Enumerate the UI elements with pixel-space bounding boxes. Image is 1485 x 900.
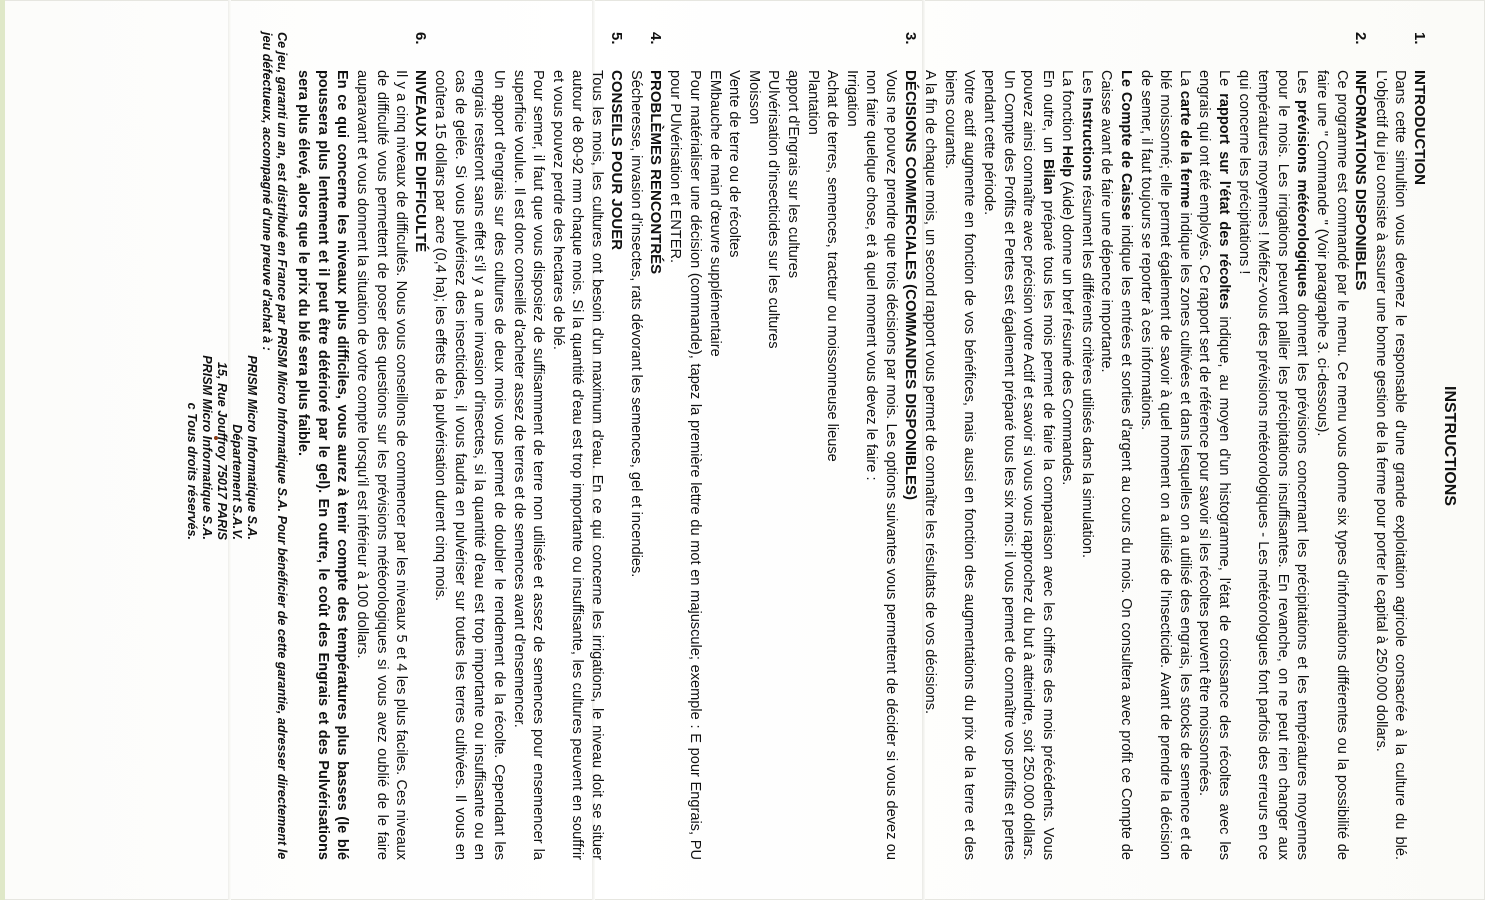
address-line: PRISM Micro Informatique S.A.	[244, 355, 259, 540]
section-paragraph: Ce programme est commandé par le menu. Ce menu vous donne six types d'informations différentes ou la possibilité de faire une " Commande " (Voir paragraphe 3. ci-dessous).	[1314, 70, 1350, 860]
section-heading: INFORMATIONS DISPONIBLES	[1352, 70, 1370, 291]
section-paragraph: Le Compte de Caisse indique les entrées et sorties d'argent au cours du mois. On consultera avec profit ce Compte de Caisse avant de faire une dépence importante.	[1098, 70, 1135, 860]
address-line: PRISM Micro Informatique S.A.	[199, 355, 214, 540]
list-item: Achat de terres, semences, tracteur ou moissonneuse lieuse	[824, 70, 841, 462]
bold-term: prévisions météorologiques	[1294, 100, 1311, 298]
address-line: Département S.A.V.	[229, 424, 244, 540]
section-paragraph: Les Instructions résument les différents critères utilisés dans la simulation.	[1078, 70, 1095, 559]
section-number: 4.	[646, 32, 664, 45]
section-paragraph: En ce qui concerne les niveaux plus difficiles, vous aurez à tenir compte des températures plus basses (le blé poussera plus lentement et il peut être détérioré par le gel). En outre, le coût des Engrais et des Pulvérisations sera plus élevé, alors que le prix du blé sera plus faible.	[295, 70, 351, 860]
section-number: 2.	[1352, 32, 1370, 45]
section-niveaux	[293, 32, 430, 860]
section-paragraph: A la fin de chaque mois, un second rapport vous permet de connaître les résultats de vos décisions.	[922, 70, 939, 715]
section-paragraph: En outre, un Bilan préparé tous les mois permet de faire la comparaison avec les chiffres des mois précédents. Vous pouvez ainsi connaître avec précision votre Actif et savoir si vous vous rapprochez du but à atteindre, soit 250.000 dollars. Un Compte des Profits et Pertes est également préparé tous les six mois: il vous permet de connaître vos profits et pertes pendant cette période.	[980, 70, 1056, 860]
section-paragraph: Les prévisions météorologiques donnent les prévisions concernant les précipitations et les températures moyennes pour le mois. Les irrigations peuvent pallier les précipitations insuffisantes. En revanche, on ne peut rien changer aux températures moyennes ! Méfiez-vous des prévisions météorologiques - Les météorologues font parfois des erreurs en ce qui concerne les précipitations !	[1235, 70, 1311, 860]
section-paragraph: Dans cette simultion vous devenez le responsable d'une grande exploitation agricole consacrée à la culture du blé. L'objectif du jeu consiste à assurer une bonne gestion de la ferme pour porter le capital à 250.000 dollars.	[1372, 70, 1409, 860]
section-paragraph: Tous les mois, les cultures ont besoin d'un maximum d'eau. En ce qui concerne les irrigations, le niveau doit se situer autour de 80-92 mm chaque mois. Si la quantité d'eau est trop importante ou insuffisante, les cultures peuvent en souffrir et vous pouvez perdre des hectares de blé.	[549, 70, 606, 860]
section-paragraph: Sécheresse, invasion d'insectes, rats dévorant les semences, gel et incendies.	[628, 70, 645, 578]
section-heading: PROBLÈMES RENCONTRÉS	[646, 70, 664, 275]
list-item: Irrigation	[843, 70, 860, 127]
section-number: 3.	[901, 32, 919, 45]
section-number: 5.	[607, 32, 625, 45]
section-decisions	[665, 32, 920, 860]
section-paragraph: Vous ne pouvez prendre que trois décisions par mois. Les options suivantes vous permettent de décider si vous devez ou non faire quelque chose, et à quel moment vous devez le faire :	[863, 70, 899, 860]
section-heading: CONSEILS POUR JOUER	[607, 70, 625, 251]
section-paragraph: Votre actif augmente en fonction de vos bénéfices, mais aussi en fonction des augmentations du prix de la terre et des biens courants.	[941, 70, 978, 860]
publisher-address	[184, 32, 259, 860]
document-title: INSTRUCTIONS	[1441, 386, 1458, 506]
section-number: 6.	[411, 32, 429, 45]
section-paragraph: Le rapport sur l'état des récoltes indique, au moyen d'un histogramme, l'état de croissance des récoltes avec les engrais qui ont été employés. Ce rapport sert de référence pour savoir si les récoltes peuvent être moissonnées.	[1196, 70, 1233, 860]
section-heading: DÉCISIONS COMMERCIALES (COMMANDES DISPONIBLES)	[901, 70, 919, 501]
bold-term: carte de la ferme	[1176, 90, 1193, 209]
copyright-line: c Tous droits réservés.	[184, 402, 199, 540]
warranty-notice: Ce jeu, garanti un an, est distribué en France par PRISM Micro Informatique S.A. Pour bénéficier de cette garantie, adresser directement le jeu défectueux, accompagné d'une preuve d'achat à :	[259, 32, 289, 860]
list-item: EMbauche de main d'œuvre supplémentaire	[706, 70, 723, 357]
command-list	[704, 70, 861, 860]
bold-term: rapport sur l'état des récoltes	[1216, 93, 1233, 310]
bold-term: Le Compte de Caisse	[1118, 70, 1135, 220]
section-paragraph: Pour matérialiser une décision (commande), tapez la première lettre du mot en majuscule; exemple : E pour Engrais, PU pour PUlvérisation et ENTER.	[667, 70, 704, 860]
section-heading: INTRODUCTION	[1411, 70, 1428, 185]
list-item: Moisson	[745, 70, 762, 125]
section-paragraph: Pour semer, il faut que vous disposiez de suffisamment de terre non utilisée et assez de semences pour ensemencer la superficie voulue. Il est donc conseillé d'acheter assez de terres et de semences avant d'ensemencer.	[510, 70, 547, 860]
address-line: 15, Rue Jouffroy 75017 PARIS	[214, 361, 229, 540]
section-heading: NIVEAUX DE DIFFICULTÉ	[411, 70, 429, 253]
section-paragraph: La fonction Help (Aide) donne un bref résumé des Commandes.	[1059, 70, 1076, 486]
bold-term: Help	[1059, 145, 1076, 178]
list-item: Plantation	[804, 70, 821, 135]
section-paragraph: Un apport d'engrais sur des cultures de deux mois vous permet de doubler le rendement de la récolte. Cependant les engrais resteront sans effet s'il y a une invasion d'insectes, si la quantité d'eau est trop importante ou insuffisante ou en cas de gelée. Si vous pulvérisez des insecticides, il vous faudra en pulvériser sur toutes les terres cultivées. Il vous en coûtera 15 dollars par acre (0,4 ha); les effets de la pulvérisation durent cinq mois.	[432, 70, 508, 860]
list-item: Vente de terre ou de récoltes	[726, 70, 743, 258]
section-paragraph: La carte de la ferme indique les zones cultivées et dans lesquelles on a utilisé des engrais, les stocks de semence et de blé moissonné; elle permet également de savoir à quel moment on a utilisé de l'insecticide. Avant de prendre la décision de semer, il faut toujours se reporter à ces informations.	[1137, 70, 1193, 860]
section-conseils	[430, 32, 626, 860]
list-item: apport d'Engrais sur les cultures	[785, 70, 801, 279]
section-introduction	[1370, 32, 1429, 860]
list-item: PUlvérisation d'insecticides sur les cultures	[765, 70, 782, 349]
section-paragraph: Il y a cinq niveaux de difficultés. Nous vous conseillons de commencer par les niveaux 5 et 4 les plus faciles. Ces niveaux de difficulté vous permettent de poser des questions sur les prévisions météorologiques si vous avez oublié de le faire auparavant et vous donnent la situation de votre compte lorsqu'il est inférieur à 100 dollars.	[353, 70, 410, 860]
bold-term: Instructions	[1078, 97, 1095, 182]
section-problemes	[626, 32, 665, 860]
bold-term: Bilan	[1039, 158, 1056, 195]
section-informations	[920, 32, 1371, 860]
section-number: 1.	[1411, 32, 1428, 45]
